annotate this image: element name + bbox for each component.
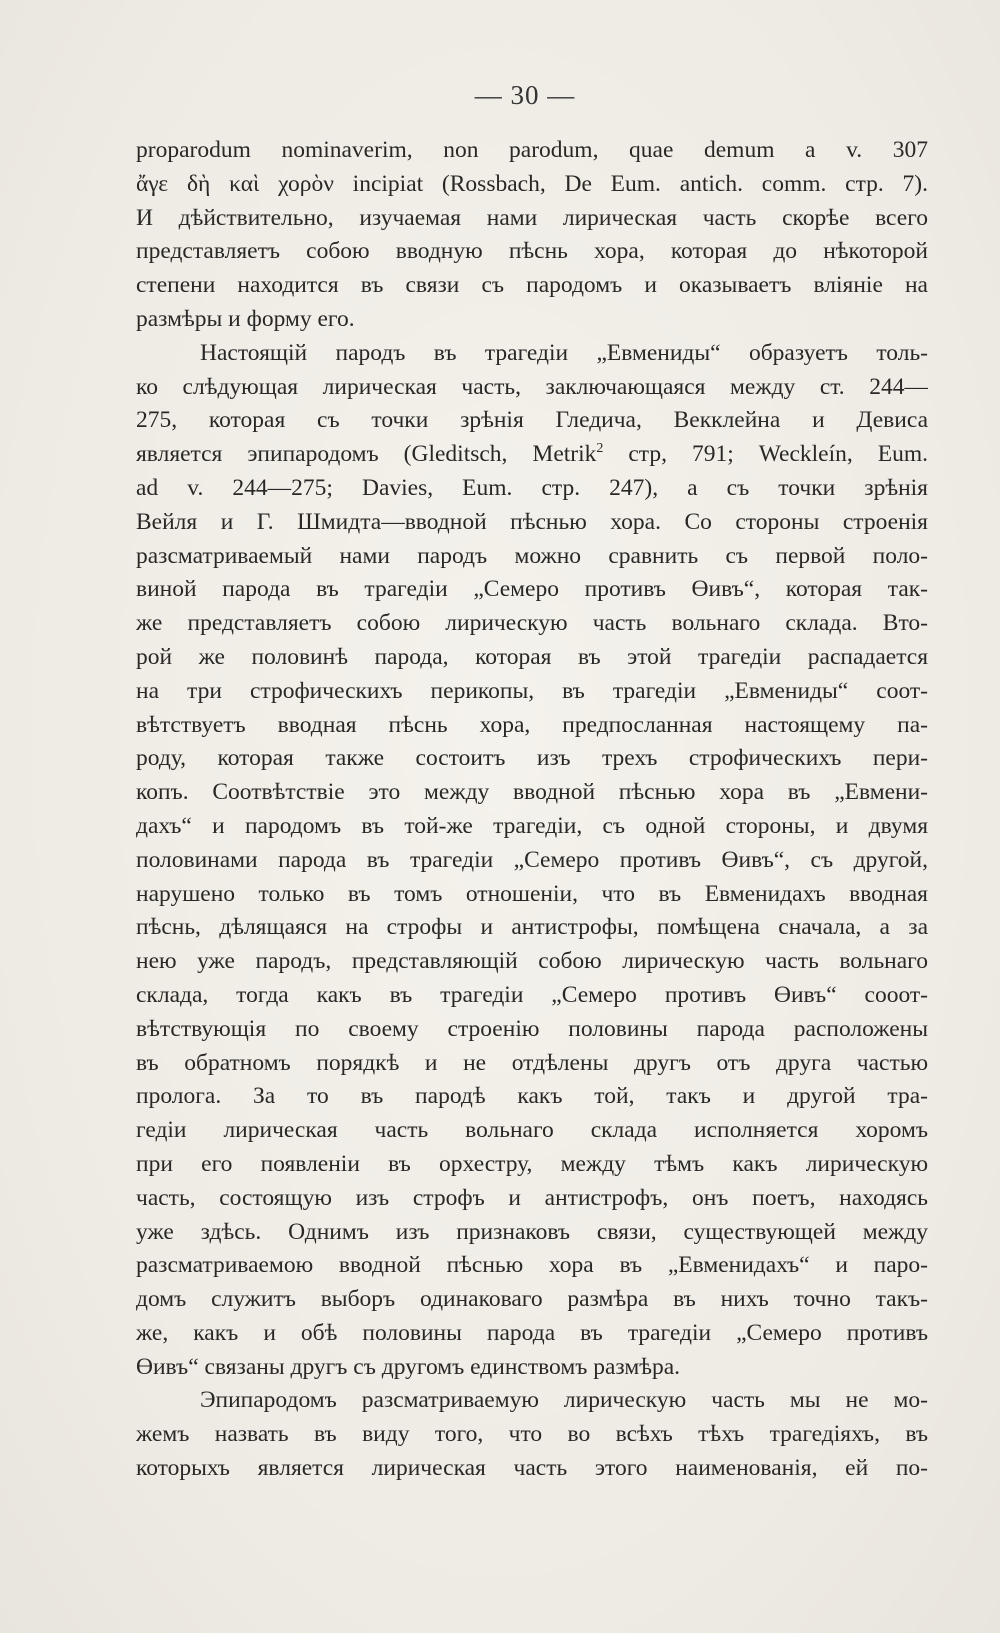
- text-line: половинами парода въ трагедіи „Семеро противъ Өивъ“, съ другой,: [136, 846, 928, 873]
- text-line: же представляетъ собою лирическую часть вольнаго склада. Вто-: [136, 610, 928, 637]
- text-line: домъ служитъ выборъ одинаковаго размѣра въ нихъ точно такъ-: [136, 1286, 928, 1313]
- text-line: степени находится въ связи съ пародомъ и оказываетъ вліяніе на: [136, 272, 928, 299]
- text-line: при его появленіи въ орхестру, между тѣмъ какъ лирическую: [136, 1150, 928, 1177]
- text-line: Эпипародомъ разсматриваемую лирическую часть мы не мо-: [200, 1387, 928, 1414]
- text-line: является эпипародомъ (Gleditsch, Metrik$^2$ стр, 791; Weckleín, Eum.: [136, 441, 928, 468]
- text-line: представляетъ собою вводную пѣснь хора, которая до нѣкоторой: [136, 238, 928, 265]
- text-line: И дѣйствительно, изучаемая нами лирическая часть скорѣе всего: [136, 204, 928, 231]
- text-line: размѣры и форму его.: [136, 305, 355, 332]
- text-line: Вейля и Г. Шмидта—вводной пѣснью хора. Со стороны строенія: [136, 508, 928, 535]
- text-line: разсматриваемою вводной пѣснью хора въ „Евменидахъ“ и паро-: [136, 1252, 928, 1279]
- text-line: роду, которая также состоитъ изъ трехъ строфическихъ пери-: [136, 745, 928, 772]
- superscript-edition: 2: [596, 441, 604, 457]
- text-line: пролога. За то въ пародѣ какъ той, такъ и другой тра-: [136, 1083, 928, 1110]
- text-line: виной парода въ трагедіи „Семеро противъ Өивъ“, которая так-: [136, 576, 928, 603]
- text-line: гедіи лирическая часть вольнаго склада исполняется хоромъ: [136, 1117, 928, 1144]
- text-line: ad v. 244—275; Davies, Eum. стр. 247), а съ точки зрѣнія: [136, 474, 928, 501]
- text-line: вѣтствуетъ вводная пѣснь хора, предпосланная настоящему па-: [136, 711, 928, 738]
- text-line: въ обратномъ порядкѣ и не отдѣлены другъ отъ друга частью: [136, 1049, 928, 1076]
- text-line: жемъ назвать въ виду того, что во всѣхъ тѣхъ трагедіяхъ, въ: [136, 1421, 928, 1448]
- text-line: уже здѣсь. Однимъ изъ признаковъ связи, существующей между: [136, 1218, 928, 1245]
- text-line: Настоящій пародъ въ трагедіи „Евмениды“ образуетъ толь-: [200, 339, 928, 366]
- text-line: дахъ“ и пародомъ въ той-же трагедіи, съ одной стороны, и двумя: [136, 812, 928, 839]
- text-line: ἄγε δὴ καὶ χορὸν incipiat (Rossbach, De Eum. antich. comm. стр. 7).: [136, 170, 928, 197]
- body-text: [136, 134, 928, 1486]
- text-line: proparodum nominaverim, non parodum, quae demum a v. 307: [136, 137, 928, 163]
- text-line: ко слѣдующая лирическая часть, заключающаяся между ст. 244—: [136, 373, 928, 400]
- page-number: — 30 —: [474, 80, 576, 110]
- text-line: часть, состоящую изъ строфъ и антистрофъ, онъ поетъ, находясь: [136, 1184, 928, 1211]
- text-line: копъ. Соотвѣтствіе это между вводной пѣснью хора въ „Евмени-: [136, 779, 928, 806]
- text-line: Өивъ“ связаны другъ съ другомъ единствомъ размѣра.: [136, 1353, 681, 1380]
- text-line: нарушено только въ томъ отношеніи, что въ Евменидахъ вводная: [136, 880, 928, 907]
- text-line: склада, тогда какъ въ трагедіи „Семеро противъ Өивъ“ сооот-: [136, 981, 928, 1008]
- text-line: же, какъ и обѣ половины парода въ трагедіи „Семеро противъ: [136, 1319, 928, 1346]
- text-line: 275, которая съ точки зрѣнія Гледича, Векклейна и Девиса: [136, 407, 928, 434]
- text-line: вѣтствующія по своему строенію половины парода расположены: [136, 1015, 928, 1042]
- text-line: нею уже пародъ, представляющій собою лирическую часть вольнаго: [136, 948, 928, 975]
- text-line: на три строфическихъ перикопы, въ трагедіи „Евмениды“ соот-: [136, 677, 928, 704]
- text-line: разсматриваемый нами пародъ можно сравнить съ первой поло-: [136, 542, 928, 569]
- text-line: рой же половинѣ парода, которая въ этой трагедіи распадается: [136, 643, 928, 670]
- text-line: пѣснь, дѣлящаяся на строфы и антистрофы, помѣщена сначала, а за: [136, 914, 928, 941]
- text-line: которыхъ является лирическая часть этого наименованія, ей по-: [136, 1455, 928, 1482]
